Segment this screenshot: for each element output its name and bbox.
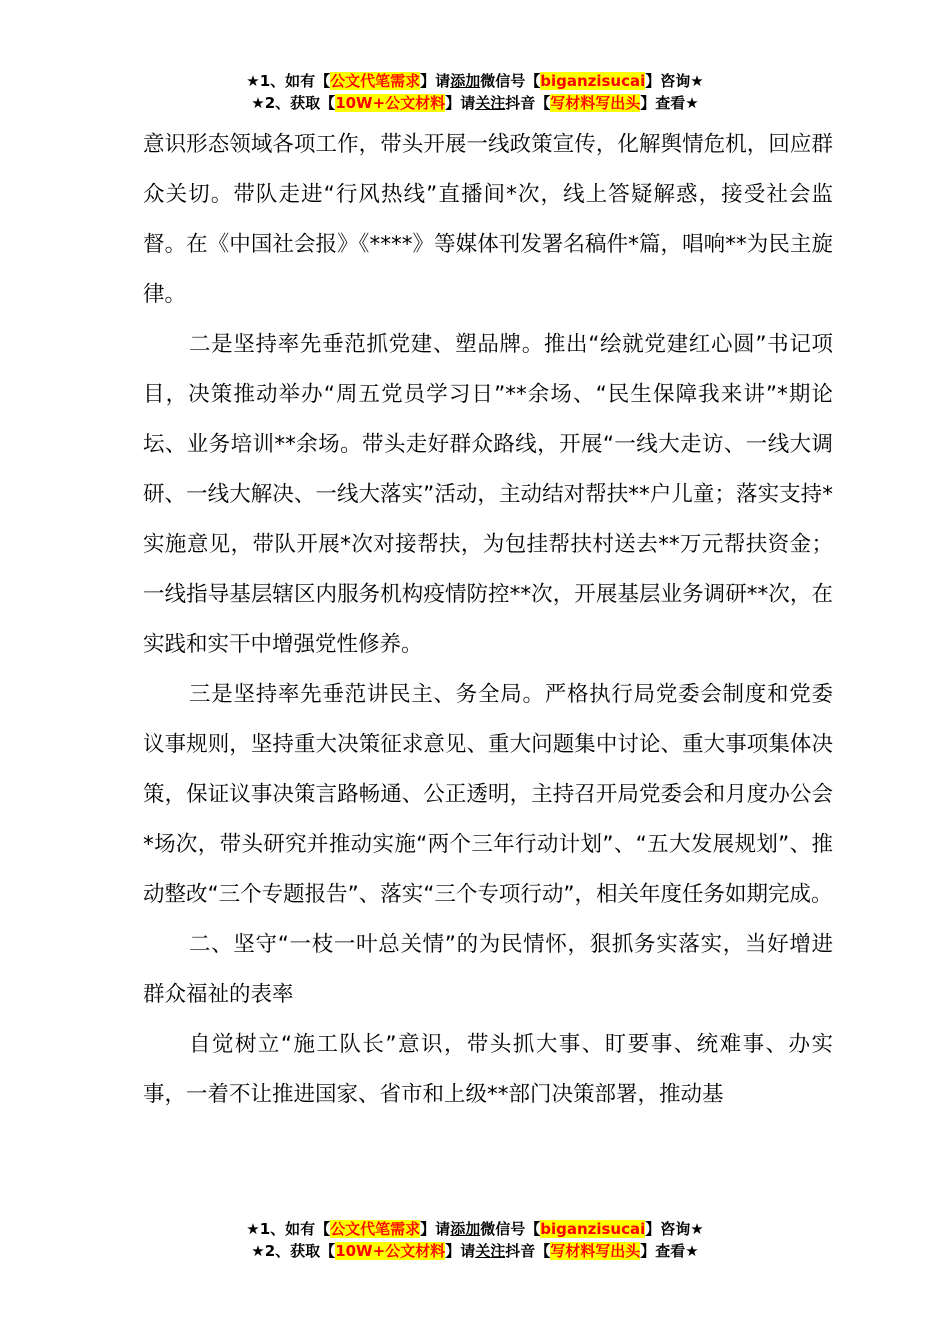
banner-highlight: 10W+公文材料	[335, 94, 446, 112]
paragraph-democracy: 三是坚持率先垂范讲民主、务全局。严格执行局党委会制度和党委议事规则，坚持重大决策征求意见、重大问题集中讨论、重大事项集体决策，保证议事决策言路畅通、公正透明，主持召开局党委会和月度办公会*场次，带头研究并推动实施“两个三年行动计划”、“五大发展规划”、推动整改“三个专题报告”、落实“三个专项行动”，相关年度任务如期完成。	[143, 682, 833, 907]
banner-highlight: 公文代笔需求	[330, 72, 421, 90]
footer-banner	[0, 1218, 950, 1262]
banner-highlight: biganzisucai	[540, 1220, 646, 1238]
banner-text: 】请	[420, 72, 451, 90]
banner-text: 】咨询★	[645, 72, 704, 90]
banner-text: ★2、获取【	[251, 94, 336, 112]
banner-underlined: 关注	[475, 1242, 506, 1260]
paragraph-construction: 自觉树立“施工队长”意识，带头抓大事、盯要事、统难事、办实事，一着不让推进国家、省市和上级**部门决策部署，推动基	[143, 1032, 833, 1107]
banner-text: ★2、获取【	[251, 1242, 336, 1260]
banner-text: ★1、如有【	[246, 72, 331, 90]
banner-highlight: biganzisucai	[540, 72, 646, 90]
banner-text: 微信号【	[480, 1220, 541, 1238]
banner-text: 抖音【	[505, 94, 551, 112]
banner-line-2	[0, 92, 950, 114]
document-body	[143, 120, 833, 1120]
section-heading: 二、坚守“一枝一叶总关情”的为民情怀，狠抓务实落实，当好增进群众福祉的表率	[143, 932, 833, 1007]
banner-underlined: 关注	[475, 94, 506, 112]
banner-text: 】请	[445, 1242, 476, 1260]
banner-highlight: 10W+公文材料	[335, 1242, 446, 1260]
banner-highlight: 写材料写出头	[550, 1242, 641, 1260]
paragraph-party-building: 二是坚持率先垂范抓党建、塑品牌。推出“绘就党建红心圆”书记项目，决策推动举办“周五党员学习日”**余场、“民生保障我来讲”*期论坛、业务培训**余场。带头走好群众路线，开展“一线大走访、一线大调研、一线大解决、一线大落实”活动，主动结对帮扶**户儿童；落实支持*实施意见，带队开展*次对接帮扶，为包挂帮扶村送去**万元帮扶资金；一线指导基层辖区内服务机构疫情防控**次，开展基层业务调研**次，在实践和实干中增强党性修养。	[143, 332, 833, 657]
banner-line-1	[0, 1218, 950, 1240]
banner-underlined: 添加	[450, 72, 481, 90]
banner-text: 】请	[420, 1220, 451, 1238]
banner-text: 】咨询★	[645, 1220, 704, 1238]
banner-line-1	[0, 70, 950, 92]
banner-text: 】查看★	[640, 1242, 699, 1260]
banner-text: ★1、如有【	[246, 1220, 331, 1238]
paragraph-continuation: 意识形态领域各项工作，带头开展一线政策宣传，化解舆情危机，回应群众关切。带队走进“行风热线”直播间*次，线上答疑解惑，接受社会监督。在《中国社会报》《****》等媒体刊发署名稿件*篇，唱响**为民主旋律。	[143, 132, 833, 307]
banner-text: 】请	[445, 94, 476, 112]
banner-highlight: 公文代笔需求	[330, 1220, 421, 1238]
banner-highlight: 写材料写出头	[550, 94, 641, 112]
header-banner	[0, 70, 950, 114]
banner-line-2	[0, 1240, 950, 1262]
banner-underlined: 添加	[450, 1220, 481, 1238]
banner-text: 微信号【	[480, 72, 541, 90]
banner-text: 】查看★	[640, 94, 699, 112]
banner-text: 抖音【	[505, 1242, 551, 1260]
